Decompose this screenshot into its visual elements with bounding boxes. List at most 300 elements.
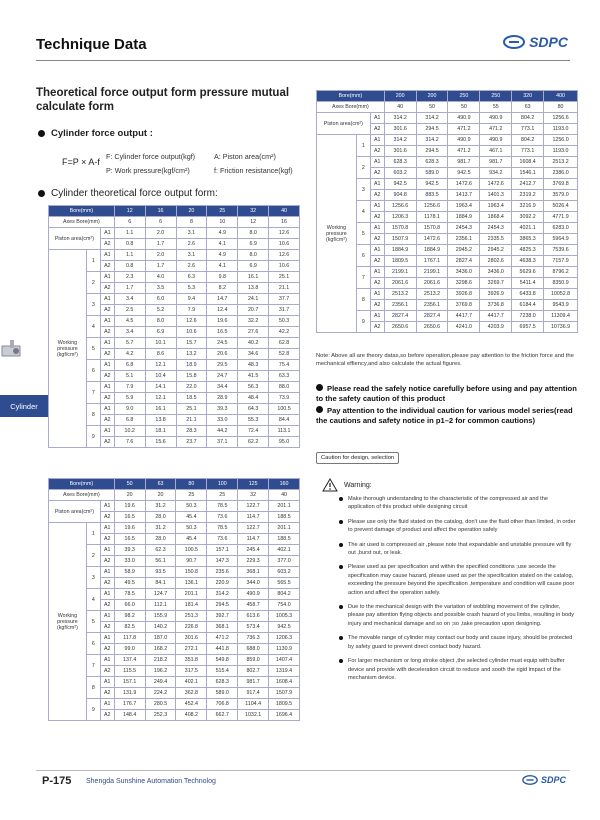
force-value: 589.0 <box>207 688 238 699</box>
force-value: 10.6 <box>176 327 207 338</box>
legend-f2: f: Friction resistance(kgf) <box>214 166 293 175</box>
force-value: 1407.4 <box>269 655 300 666</box>
force-value: 294.5 <box>416 146 448 157</box>
force-value: 168.2 <box>145 644 176 655</box>
piston-area-value: 1.1 <box>114 228 145 239</box>
section-label: Cylinder force output : <box>51 128 153 139</box>
force-value: 942.5 <box>384 179 416 190</box>
notice-safety <box>316 384 578 404</box>
pressure-value: 4 <box>356 201 370 223</box>
force-value: 5026.4 <box>544 201 578 212</box>
force-value: 4771.9 <box>544 212 578 223</box>
force-value: 467.1 <box>480 146 512 157</box>
warning-item: The air used is compressed air ,please note that expandable and unstable pressure will fly out ,burst out, or leak. <box>348 541 576 558</box>
axes-value: 12 <box>238 217 269 228</box>
header-divider <box>36 60 570 61</box>
axes-row <box>49 490 300 501</box>
force-value: 314.2 <box>384 135 416 146</box>
force-value: 39.3 <box>114 545 145 556</box>
force-value: 33.0 <box>114 556 145 567</box>
piston-area-value: 804.2 <box>512 113 544 124</box>
force-value: 4.5 <box>114 316 145 327</box>
force-value: 45.4 <box>176 534 207 545</box>
force-value: 29.5 <box>207 360 238 371</box>
pressure-value: 8 <box>86 404 100 426</box>
a2-label: A2 <box>100 371 114 382</box>
pressure-value: 6 <box>356 245 370 267</box>
force-value: 3269.7 <box>480 278 512 289</box>
pressure-value: 1 <box>86 250 100 272</box>
pressure-value: 2 <box>86 272 100 294</box>
table-row <box>49 316 300 327</box>
force-value: 14.1 <box>145 382 176 393</box>
table-row <box>317 223 578 234</box>
force-value: 72.4 <box>238 426 269 437</box>
bore-value: 40 <box>269 206 300 217</box>
axes-value: 50 <box>448 102 480 113</box>
force-value: 122.7 <box>238 523 269 534</box>
force-value: 18.9 <box>176 360 207 371</box>
force-value: 73.6 <box>207 534 238 545</box>
bore-value: 50 <box>114 479 145 490</box>
force-value: 20.7 <box>238 305 269 316</box>
force-value: 981.7 <box>448 157 480 168</box>
a1-label: A1 <box>100 272 114 283</box>
force-value: 5.1 <box>114 371 145 382</box>
force-value: 4.9 <box>207 250 238 261</box>
force-value: 20.6 <box>207 349 238 360</box>
table-row <box>49 338 300 349</box>
brand-mark-icon <box>503 35 525 49</box>
force-value: 549.8 <box>207 655 238 666</box>
force-value: 50.3 <box>269 316 300 327</box>
force-value: 3298.6 <box>448 278 480 289</box>
notice-text: Pay attention to the individual caution for various model series(read the cautions and safety notice in p1–2 for common cautions) <box>316 406 573 425</box>
force-value: 5629.6 <box>512 267 544 278</box>
force-value: 1319.4 <box>269 666 300 677</box>
a1-label: A1 <box>100 655 114 666</box>
force-value: 3.5 <box>145 283 176 294</box>
force-value: 13.8 <box>238 283 269 294</box>
a1-label: A1 <box>370 157 384 168</box>
table-row <box>49 294 300 305</box>
force-value: 1401.3 <box>480 190 512 201</box>
force-value: 12.6 <box>176 316 207 327</box>
a2-label: A2 <box>100 578 114 589</box>
force-value: 662.7 <box>207 710 238 721</box>
force-value: 251.3 <box>176 611 207 622</box>
force-value: 82.5 <box>114 622 145 633</box>
axes-value: 40 <box>384 102 416 113</box>
bore-value: 250 <box>480 91 512 102</box>
force-value: 19.6 <box>114 523 145 534</box>
force-value: 49.5 <box>114 578 145 589</box>
bore-label: Bore(mm) <box>317 91 385 102</box>
force-value: 3865.3 <box>512 234 544 245</box>
axes-value: 50 <box>416 102 448 113</box>
force-value: 2802.6 <box>480 256 512 267</box>
table-row <box>317 135 578 146</box>
force-value: 2650.6 <box>416 322 448 333</box>
pressure-value: 3 <box>356 179 370 201</box>
bore-value: 400 <box>544 91 578 102</box>
force-value: 21.1 <box>176 415 207 426</box>
pressure-value: 1 <box>356 135 370 157</box>
force-value: 41.5 <box>238 371 269 382</box>
pressure-value: 9 <box>356 311 370 333</box>
a2-label: A2 <box>100 622 114 633</box>
force-value: 226.8 <box>176 622 207 633</box>
piston-area-value: 45.4 <box>176 512 207 523</box>
table-row <box>49 272 300 283</box>
axes-value: 32 <box>238 490 269 501</box>
piston-area-value: 2.0 <box>145 228 176 239</box>
pressure-value: 6 <box>86 633 100 655</box>
force-value: 88.0 <box>269 382 300 393</box>
force-value: 2513.2 <box>544 157 578 168</box>
force-value: 802.7 <box>238 666 269 677</box>
brand-logo <box>503 34 568 50</box>
force-value: 150.8 <box>176 567 207 578</box>
bullet-icon <box>38 190 45 197</box>
force-value: 754.0 <box>269 600 300 611</box>
table-row <box>317 289 578 300</box>
force-value: 12.4 <box>207 305 238 316</box>
pressure-value: 3 <box>86 567 100 589</box>
a2-label: A2 <box>370 168 384 179</box>
force-value: 408.2 <box>176 710 207 721</box>
bore-value: 20 <box>176 206 207 217</box>
force-value: 4203.9 <box>480 322 512 333</box>
force-value: 613.6 <box>238 611 269 622</box>
force-value: 5411.4 <box>512 278 544 289</box>
force-value: 55.3 <box>238 415 269 426</box>
table-row <box>317 311 578 322</box>
force-value: 62.2 <box>238 437 269 448</box>
force-value: 113.1 <box>269 426 300 437</box>
force-value: 9.4 <box>176 294 207 305</box>
brand-mark-icon <box>522 775 538 785</box>
force-value: 2513.2 <box>384 289 416 300</box>
table-row <box>49 633 300 644</box>
force-value: 7539.6 <box>544 245 578 256</box>
warning-list <box>348 495 576 688</box>
force-value: 603.2 <box>269 567 300 578</box>
force-value: 112.1 <box>145 600 176 611</box>
force-value: 5.3 <box>176 283 207 294</box>
warning-item: For larger mechanism or long stroke object ,the selected cylinder must equip with buffer device and provide with deceleration circuit to reduce and sooth the rigid impact of the mechanism device. <box>348 657 576 682</box>
force-value: 3769.8 <box>544 179 578 190</box>
force-value: 235.6 <box>207 567 238 578</box>
axes-value: 25 <box>176 490 207 501</box>
force-value: 44.2 <box>207 426 238 437</box>
page-number: P-175 <box>42 775 72 787</box>
force-value: 981.7 <box>480 157 512 168</box>
a2-label: A2 <box>100 261 114 272</box>
force-value: 39.3 <box>207 404 238 415</box>
table-row <box>49 426 300 437</box>
force-value: 5964.9 <box>544 234 578 245</box>
force-value: 8796.2 <box>544 267 578 278</box>
force-value: 6.9 <box>145 327 176 338</box>
force-value: 117.8 <box>114 633 145 644</box>
force-value: 1570.8 <box>384 223 416 234</box>
a1-label: A1 <box>100 426 114 437</box>
force-value: 8.0 <box>145 316 176 327</box>
warning-label: Warning: <box>344 481 372 489</box>
force-value: 2335.5 <box>480 234 512 245</box>
piston-area-value: 3.1 <box>176 228 207 239</box>
force-value: 99.0 <box>114 644 145 655</box>
table-row <box>49 655 300 666</box>
caution-design-label: Caution for design, selection <box>316 452 399 464</box>
a2-label: A2 <box>100 239 114 250</box>
a2-label: A2 <box>370 256 384 267</box>
table-row <box>317 157 578 168</box>
table-row <box>49 523 300 534</box>
axes-value: 20 <box>114 490 145 501</box>
force-value: 628.3 <box>384 157 416 168</box>
force-value: 3216.9 <box>512 201 544 212</box>
bullet-icon <box>316 406 323 413</box>
force-value: 2356.1 <box>416 300 448 311</box>
bore-value: 200 <box>416 91 448 102</box>
force-value: 73.9 <box>269 393 300 404</box>
force-value: 573.4 <box>238 622 269 633</box>
force-value: 934.2 <box>480 168 512 179</box>
force-value: 18.5 <box>176 393 207 404</box>
force-value: 2199.1 <box>416 267 448 278</box>
table-row <box>49 611 300 622</box>
force-value: 2356.1 <box>384 300 416 311</box>
force-value: 136.1 <box>176 578 207 589</box>
force-value: 40.2 <box>238 338 269 349</box>
force-value: 3926.9 <box>480 289 512 300</box>
piston-area-value: 78.5 <box>207 501 238 512</box>
force-value: 1809.5 <box>269 699 300 710</box>
force-value: 2454.3 <box>448 223 480 234</box>
force-value: 2.3 <box>114 272 145 283</box>
pressure-value: 1 <box>86 523 100 545</box>
force-value: 124.7 <box>145 589 176 600</box>
force-value: 1963.4 <box>480 201 512 212</box>
main-title: Theoretical force output form pressure mutual calculate form <box>36 87 290 113</box>
piston-area-row <box>317 113 578 124</box>
force-value: 32.2 <box>238 316 269 327</box>
a2-label: A2 <box>370 300 384 311</box>
company-name: Shengda Sunshine Automation Technolog <box>86 778 216 785</box>
piston-area-value: 294.5 <box>416 124 448 135</box>
force-value: 12.6 <box>269 250 300 261</box>
force-value: 16.5 <box>207 327 238 338</box>
force-value: 314.2 <box>416 135 448 146</box>
axes-value: 8 <box>176 217 207 228</box>
a2-label: A2 <box>370 124 384 135</box>
piston-area-value: 1193.0 <box>544 124 578 135</box>
bore-value: 25 <box>207 206 238 217</box>
force-value: 34.6 <box>238 349 269 360</box>
force-value: 5.2 <box>145 305 176 316</box>
a2-label: A2 <box>100 534 114 545</box>
a1-label: A1 <box>370 179 384 190</box>
a1-label: A1 <box>100 250 114 261</box>
a1-label: A1 <box>100 404 114 415</box>
piston-area-value: 16.5 <box>114 512 145 523</box>
table-row <box>317 201 578 212</box>
warning-item: Make thorough understanding to the characteristic of the compressed air and the application of this product while designing circuit <box>348 495 576 512</box>
bore-value: 320 <box>512 91 544 102</box>
a2-label: A2 <box>100 393 114 404</box>
notice-text: Please read the safely notice carefully before using and pay attention to the safety caution of this product <box>316 384 577 403</box>
table-row <box>49 545 300 556</box>
force-value: 48.3 <box>238 360 269 371</box>
force-value: 6433.8 <box>512 289 544 300</box>
force-value: 301.6 <box>176 633 207 644</box>
bore-value: 12 <box>114 206 145 217</box>
a1-label: A1 <box>370 289 384 300</box>
force-value: 3436.0 <box>480 267 512 278</box>
force-value: 6184.4 <box>512 300 544 311</box>
piston-area-row <box>49 228 300 239</box>
a1-label: A1 <box>100 294 114 305</box>
table-row <box>49 699 300 710</box>
force-value: 63.3 <box>269 371 300 382</box>
force-value: 1546.1 <box>512 168 544 179</box>
force-value: 917.4 <box>238 688 269 699</box>
force-value: 2356.1 <box>448 234 480 245</box>
pressure-value: 8 <box>356 289 370 311</box>
force-value: 1256.0 <box>544 135 578 146</box>
a2-label: A2 <box>100 688 114 699</box>
force-value: 2827.4 <box>448 256 480 267</box>
force-value: 2061.6 <box>384 278 416 289</box>
force-value: 1868.4 <box>480 212 512 223</box>
force-value: 15.7 <box>176 338 207 349</box>
force-value: 3769.8 <box>448 300 480 311</box>
legend-p: P: Work pressure(kgf/cm²) <box>106 166 190 175</box>
force-value: 56.3 <box>238 382 269 393</box>
force-value: 565.5 <box>269 578 300 589</box>
pressure-value: 9 <box>86 699 100 721</box>
force-value: 351.8 <box>176 655 207 666</box>
force-value: 471.2 <box>207 633 238 644</box>
force-value: 78.5 <box>207 523 238 534</box>
table-row <box>49 382 300 393</box>
a1-label: A1 <box>100 360 114 371</box>
a1-label: A1 <box>100 228 114 239</box>
force-value: 706.8 <box>207 699 238 710</box>
force-value: 4.2 <box>114 349 145 360</box>
force-value: 294.5 <box>207 600 238 611</box>
table-row <box>49 589 300 600</box>
warning-item: Due to the mechanical design with the variation of wobbling movement of the cylinder, please pay attention flying objects and possible crash hazard of you limbs, resulting in body injury and mechanical damage and so on ;so ,take precaution upon designing. <box>348 604 575 627</box>
a2-label: A2 <box>370 278 384 289</box>
force-value: 114.7 <box>238 534 269 545</box>
force-value: 1413.7 <box>448 190 480 201</box>
force-value: 1.7 <box>145 261 176 272</box>
a2-label: A2 <box>370 190 384 201</box>
force-value: 8.0 <box>238 250 269 261</box>
force-value: 2386.0 <box>544 168 578 179</box>
force-value: 62.3 <box>145 545 176 556</box>
axes-row <box>49 217 300 228</box>
force-value: 1206.3 <box>384 212 416 223</box>
force-value: 52.8 <box>269 349 300 360</box>
force-value: 5.7 <box>114 338 145 349</box>
force-value: 7238.0 <box>512 311 544 322</box>
force-value: 176.7 <box>114 699 145 710</box>
force-value: 9.8 <box>207 272 238 283</box>
cylinder-illustration-icon <box>0 338 22 378</box>
axes-value: 10 <box>207 217 238 228</box>
working-pressure-label: Working pressure (kgf/cm²) <box>49 523 87 721</box>
force-value: 2.0 <box>145 250 176 261</box>
force-value: 3579.0 <box>544 190 578 201</box>
piston-area-value: 4.9 <box>207 228 238 239</box>
force-value: 628.3 <box>207 677 238 688</box>
force-value: 490.9 <box>448 135 480 146</box>
force-value: 688.0 <box>238 644 269 655</box>
a1-label: A1 <box>100 611 114 622</box>
table-row <box>49 567 300 578</box>
force-table-medium <box>48 478 300 721</box>
force-value: 603.2 <box>384 168 416 179</box>
force-value: 3.4 <box>114 327 145 338</box>
pressure-value: 4 <box>86 589 100 611</box>
working-pressure-label: Working pressure (kgf/cm²) <box>317 135 357 333</box>
force-value: 15.6 <box>145 437 176 448</box>
force-value: 16.1 <box>145 404 176 415</box>
footer-divider <box>36 770 570 771</box>
force-value: 1608.4 <box>512 157 544 168</box>
axes-label: Axes Bore(mm) <box>49 490 115 501</box>
force-value: 1256.6 <box>384 201 416 212</box>
force-value: 115.5 <box>114 666 145 677</box>
force-value: 3.1 <box>176 250 207 261</box>
force-value: 272.1 <box>176 644 207 655</box>
piston-area-value: 31.2 <box>145 501 176 512</box>
force-value: 3092.2 <box>512 212 544 223</box>
table-row <box>317 179 578 190</box>
force-value: 13.2 <box>176 349 207 360</box>
bore-header-row <box>317 91 578 102</box>
force-value: 452.4 <box>176 699 207 710</box>
force-value: 196.2 <box>145 666 176 677</box>
force-value: 224.2 <box>145 688 176 699</box>
force-value: 2945.2 <box>480 245 512 256</box>
force-value: 48.4 <box>238 393 269 404</box>
force-value: 42.2 <box>269 327 300 338</box>
force-value: 402.1 <box>176 677 207 688</box>
force-value: 4825.3 <box>512 245 544 256</box>
force-value: 6.0 <box>145 294 176 305</box>
pressure-value: 2 <box>356 157 370 179</box>
force-value: 7.9 <box>114 382 145 393</box>
force-value: 6.8 <box>114 415 145 426</box>
a1-label: A1 <box>370 113 384 124</box>
force-value: 317.5 <box>176 666 207 677</box>
force-value: 31.7 <box>269 305 300 316</box>
piston-area-value: 773.1 <box>512 124 544 135</box>
force-value: 6283.0 <box>544 223 578 234</box>
a1-label: A1 <box>370 311 384 322</box>
force-table-large <box>316 90 578 333</box>
a2-label: A2 <box>100 349 114 360</box>
force-value: 201.1 <box>176 589 207 600</box>
a1-label: A1 <box>370 223 384 234</box>
force-value: 218.2 <box>145 655 176 666</box>
axes-value: 63 <box>512 102 544 113</box>
